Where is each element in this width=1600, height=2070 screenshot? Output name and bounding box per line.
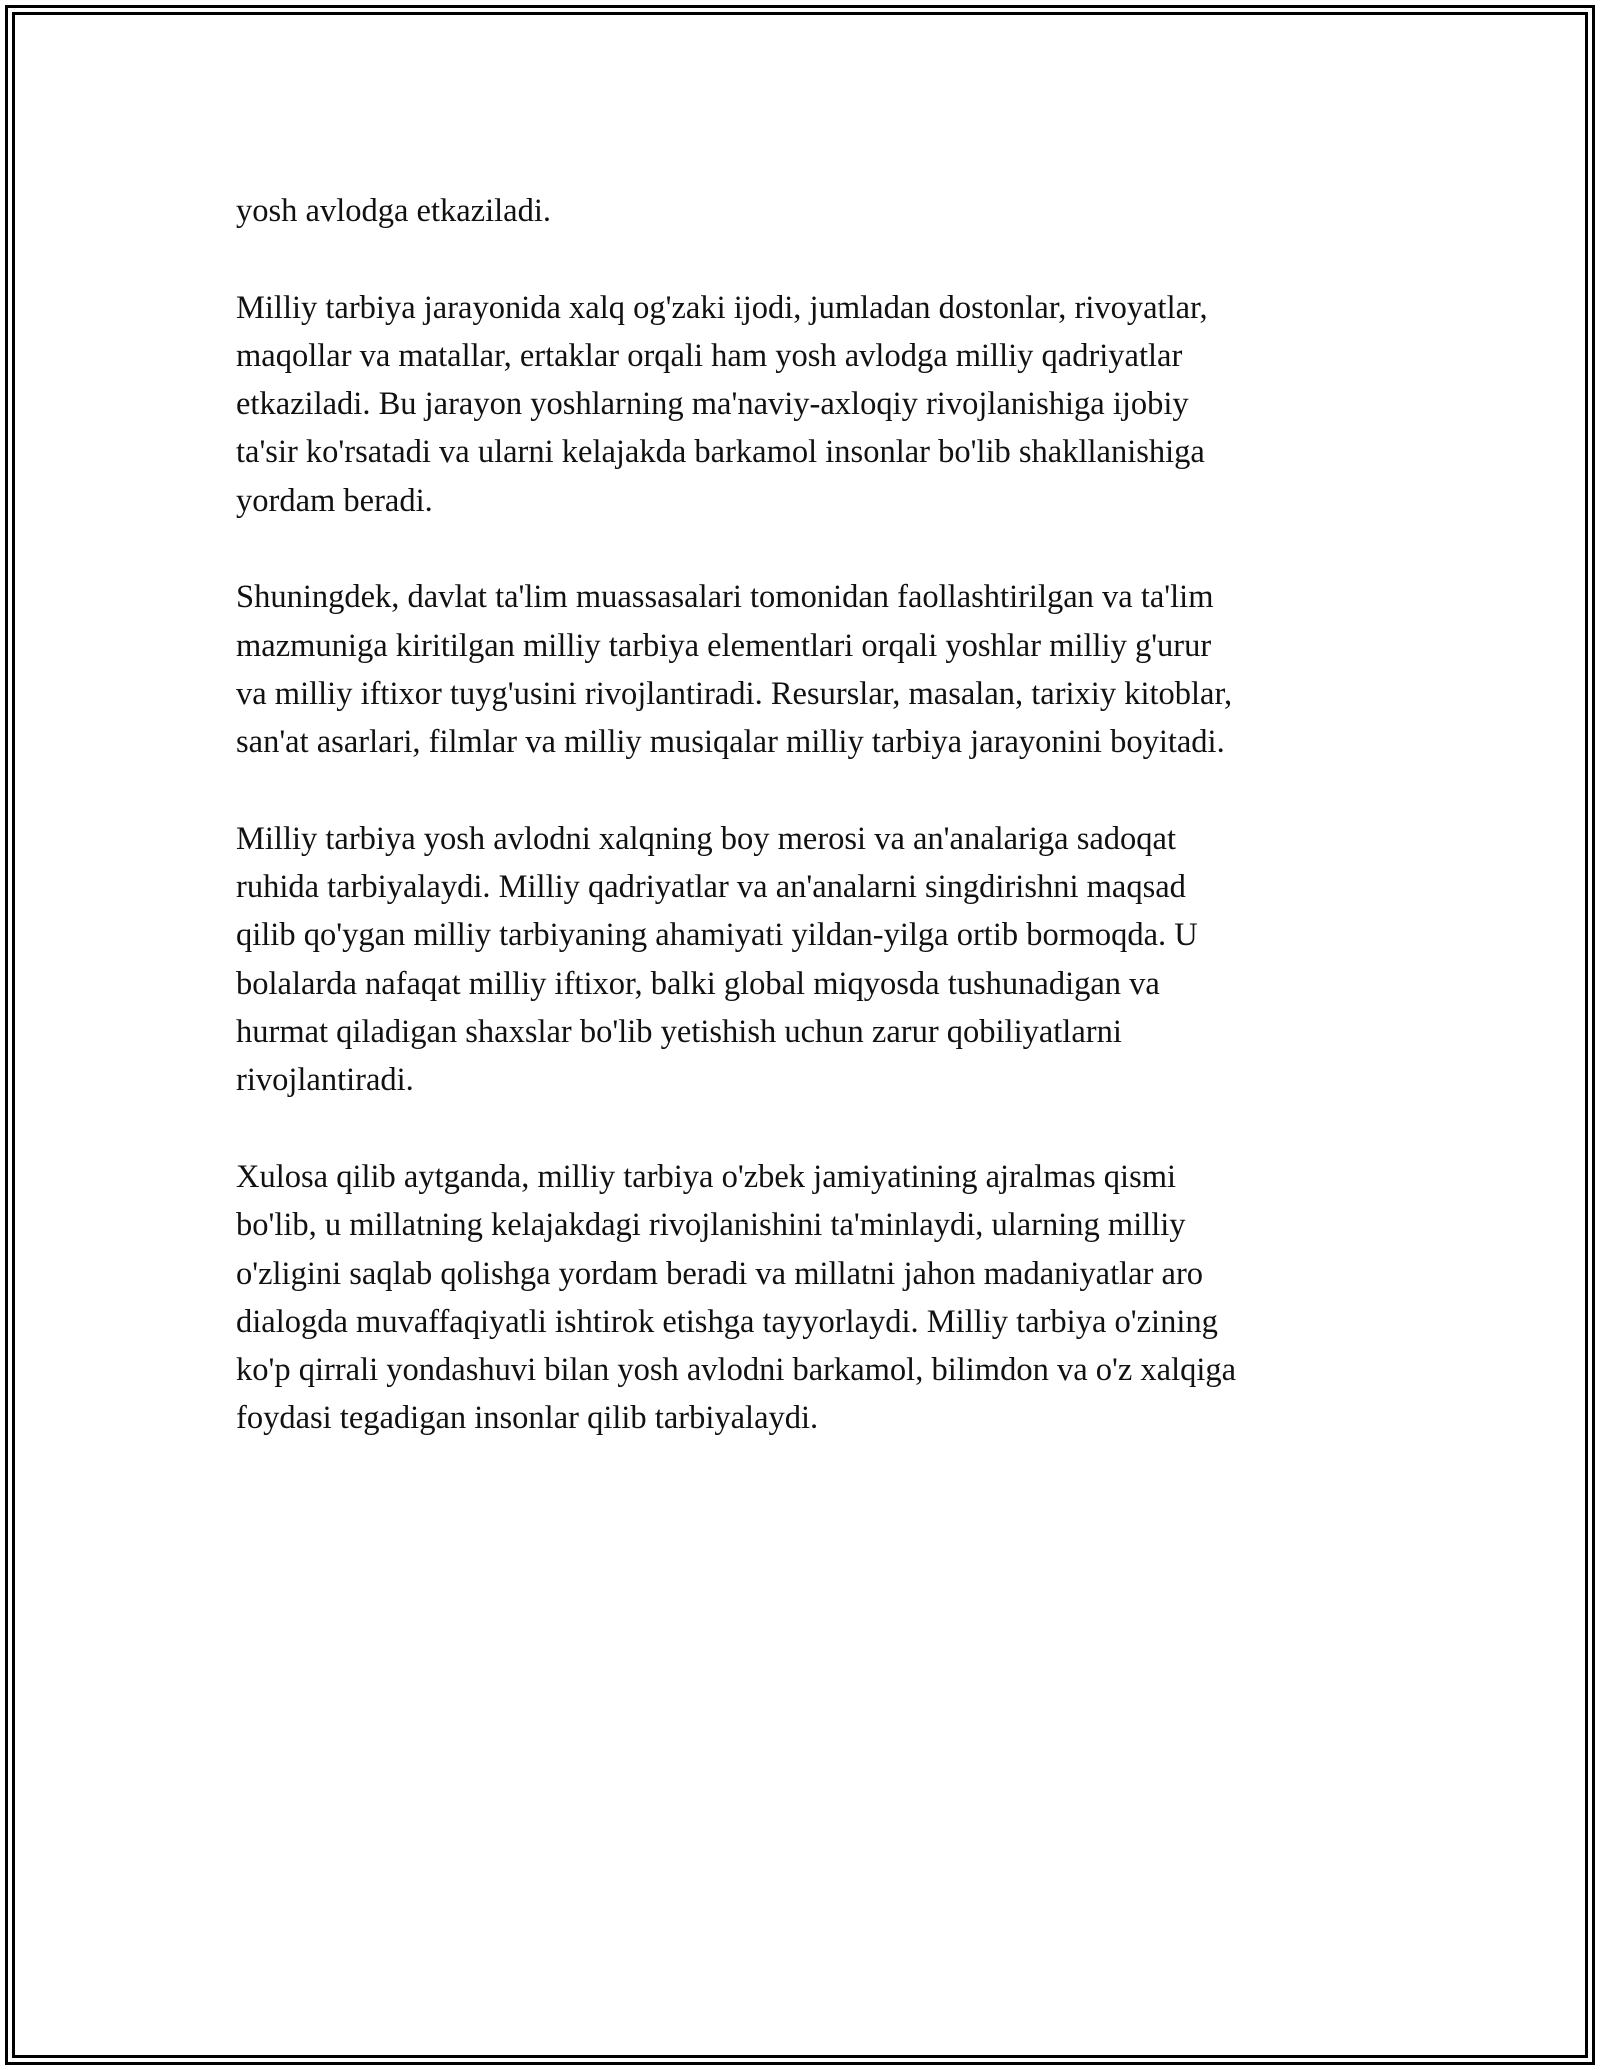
text-line: bolalarda nafaqat milliy iftixor, balki global miqyosda tushunadigan va <box>236 965 1160 1002</box>
text-line: bo'lib, u millatning kelajakdagi rivojlanishini ta'minlaydi, ularning milliy <box>236 1207 1186 1244</box>
paragraph-5 <box>236 1153 1376 1443</box>
text-line: yordam beradi. <box>236 482 433 519</box>
text-line: rivojlantiradi. <box>236 1062 414 1099</box>
text-line: ta'sir ko'rsatadi va ularni kelajakda barkamol insonlar bo'lib shakllanishiga <box>236 434 1205 471</box>
text-line: Shuningdek, davlat ta'lim muassasalari tomonidan faollashtirilgan va ta'lim <box>236 579 1214 616</box>
paragraph-4 <box>236 815 1376 1105</box>
text-line: ruhida tarbiyalaydi. Milliy qadriyatlar va an'analarni singdirishni maqsad <box>236 869 1186 906</box>
text-line: hurmat qiladigan shaxslar bo'lib yetishish uchun zarur qobiliyatlarni <box>236 1014 1122 1051</box>
text-line: o'zligini saqlab qolishga yordam beradi va millatni jahon madaniyatlar aro <box>236 1255 1204 1292</box>
text-line: maqollar va matallar, ertaklar orqali ham yosh avlodga milliy qadriyatlar <box>236 337 1183 374</box>
text-line: qilib qo'ygan milliy tarbiyaning ahamiyati yildan-yilga ortib bormoqda. U <box>236 917 1198 954</box>
document-body <box>236 187 1376 1443</box>
text-line: etkaziladi. Bu jarayon yoshlarning ma'naviy-axloqiy rivojlanishiga ijobiy <box>236 386 1189 423</box>
text-line: va milliy iftixor tuyg'usini rivojlantiradi. Resurslar, masalan, tarixiy kitoblar, <box>236 675 1233 712</box>
text-line: Milliy tarbiya jarayonida xalq og'zaki ijodi, jumladan dostonlar, rivoyatlar, <box>236 289 1208 326</box>
text-line: Milliy tarbiya yosh avlodni xalqning boy merosi va an'analariga sadoqat <box>236 820 1177 857</box>
paragraph-2 <box>236 284 1376 525</box>
text-line: yosh avlodga etkaziladi. <box>236 193 551 229</box>
text-line: ko'p qirrali yondashuvi bilan yosh avlodni barkamol, bilimdon va o'z xalqiga <box>236 1352 1237 1389</box>
text-line: foydasi tegadigan insonlar qilib tarbiyalaydi. <box>236 1400 819 1437</box>
paragraph-3 <box>236 573 1376 766</box>
paragraph-1 <box>236 187 1376 235</box>
text-line: san'at asarlari, filmlar va milliy musiqalar milliy tarbiya jarayonini boyitadi. <box>236 724 1225 761</box>
text-line: dialogda muvaffaqiyatli ishtirok etishga tayyorlaydi. Milliy tarbiya o'zining <box>236 1303 1218 1340</box>
text-line: mazmuniga kiritilgan milliy tarbiya elementlari orqali yoshlar milliy g'urur <box>236 627 1212 664</box>
text-line: Xulosa qilib aytganda, milliy tarbiya o'zbek jamiyatining ajralmas qismi <box>236 1158 1177 1195</box>
